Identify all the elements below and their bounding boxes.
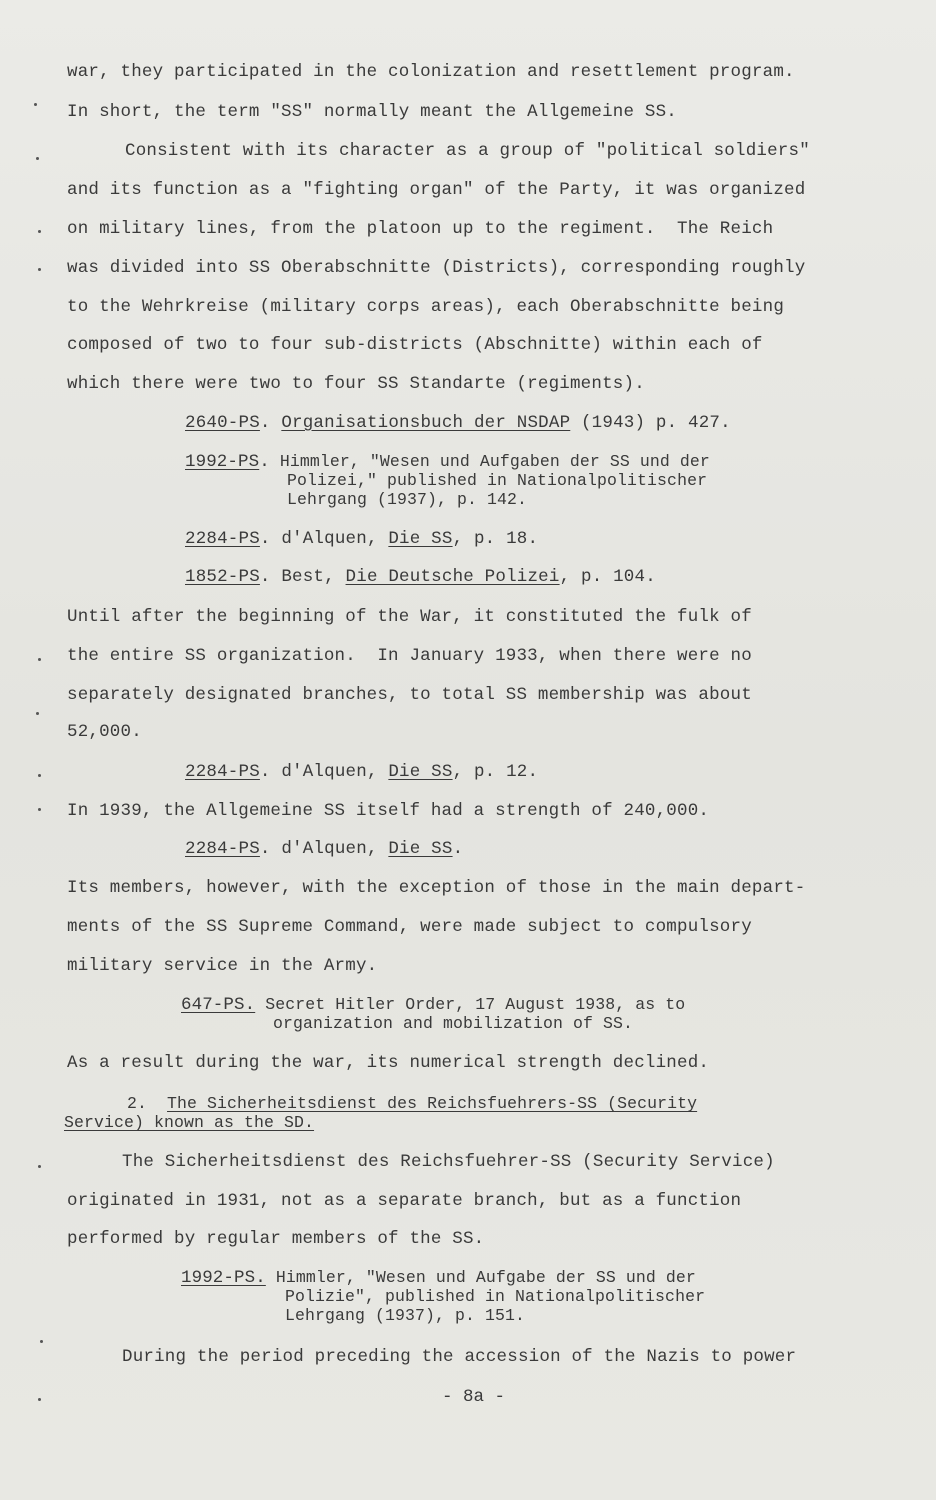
citation-text: , p. 18.	[452, 529, 539, 549]
citation-text: , p. 12.	[452, 762, 539, 782]
citation-ref: 2284-PS	[185, 762, 260, 782]
scan-speck	[38, 808, 41, 811]
citation: 2640-PS. Organisationsbuch der NSDAP (1943) p. 427.	[185, 413, 731, 433]
citation-text: , p. 104.	[559, 567, 656, 587]
body-line: In short, the term "SS" normally meant the Allgemeine SS.	[67, 102, 677, 122]
scan-speck	[38, 1165, 41, 1168]
body-line: war, they participated in the colonization and resettlement program.	[67, 62, 795, 82]
citation: 1852-PS. Best, Die Deutsche Polizei, p. 104.	[185, 567, 656, 587]
scan-speck	[38, 1398, 41, 1401]
citation-text: Polizei," published in Nationalpolitischer	[287, 471, 708, 490]
citation-text: Lehrgang (1937), p. 151.	[285, 1306, 526, 1325]
citation-title: Die Deutsche Polizei	[345, 567, 560, 587]
citation-title: Organisationsbuch der NSDAP	[281, 413, 571, 433]
body-line: was divided into SS Oberabschnitte (Districts), corresponding roughly	[67, 258, 806, 278]
scan-speck	[40, 1340, 43, 1343]
body-line: Until after the beginning of the War, it constituted the fulk of	[67, 607, 752, 627]
body-line: composed of two to four sub-districts (Abschnitte) within each of	[67, 335, 763, 355]
page-number: - 8a -	[442, 1387, 506, 1407]
body-line: During the period preceding the accession of the Nazis to power	[122, 1347, 797, 1367]
citation: 2284-PS. d'Alquen, Die SS.	[185, 839, 464, 859]
body-line: Its members, however, with the exception of those in the main depart-	[67, 878, 806, 898]
scan-speck	[38, 268, 41, 271]
citation-text: d'Alquen,	[270, 762, 389, 782]
section-title: Service) known as the SD.	[64, 1113, 315, 1132]
body-line: military service in the Army.	[67, 956, 378, 976]
section-heading	[127, 1094, 697, 1113]
body-line: 52,000.	[67, 722, 142, 742]
body-line: on military lines, from the platoon up to the regiment. The Reich	[67, 219, 774, 239]
scan-speck	[38, 774, 41, 777]
citation: 2284-PS. d'Alquen, Die SS, p. 12.	[185, 762, 539, 782]
citation	[181, 995, 685, 1015]
scan-speck	[38, 658, 41, 661]
citation-ref: 1852-PS	[185, 567, 260, 587]
body-line: Consistent with its character as a group of "political soldiers"	[125, 141, 810, 161]
citation-text: d'Alquen,	[270, 839, 389, 859]
citation-title: Die SS	[388, 529, 453, 549]
citation-ref: 1992-PS	[185, 452, 260, 472]
citation-title: Die SS	[388, 762, 453, 782]
citation-text: .	[452, 839, 464, 859]
citation-ref: 2640-PS	[185, 413, 260, 433]
body-line: and its function as a "fighting organ" of the Party, it was organized	[67, 180, 806, 200]
citation-text: Lehrgang (1937), p. 142.	[287, 490, 528, 509]
body-line: which there were two to four SS Standarte (regiments).	[67, 374, 645, 394]
citation: 1992-PS. Himmler, "Wesen und Aufgaben der SS und der	[185, 452, 710, 472]
citation-text: Best,	[270, 567, 346, 587]
citation-ref: 2284-PS	[185, 839, 260, 859]
body-line: the entire SS organization. In January 1933, when there were no	[67, 646, 752, 666]
section-heading	[64, 1113, 314, 1132]
body-line: The Sicherheitsdienst des Reichsfuehrer-SS (Security Service)	[122, 1152, 775, 1172]
scan-speck	[36, 712, 39, 715]
body-line: separately designated branches, to total SS membership was about	[67, 685, 752, 705]
section-number: 2.	[127, 1094, 148, 1113]
citation-ref: 2284-PS	[185, 529, 260, 549]
citation-title: Die SS	[388, 839, 453, 859]
body-line: As a result during the war, its numerical strength declined.	[67, 1053, 710, 1073]
scan-speck	[38, 230, 41, 233]
body-line: originated in 1931, not as a separate branch, but as a function	[67, 1191, 742, 1211]
citation-text: Himmler, "Wesen und Aufgabe der SS und der	[265, 1268, 696, 1287]
body-line: In 1939, the Allgemeine SS itself had a strength of 240,000.	[67, 801, 710, 821]
citation-text: organization and mobilization of SS.	[273, 1014, 634, 1033]
citation-ref: 647-PS.	[181, 995, 256, 1015]
citation-text: d'Alquen,	[270, 529, 389, 549]
citation-text: Secret Hitler Order, 17 August 1938, as to	[255, 995, 686, 1014]
section-title: The Sicherheitsdienst des Reichsfuehrers-SS (Security	[167, 1094, 698, 1113]
body-line: performed by regular members of the SS.	[67, 1229, 485, 1249]
citation-ref: 1992-PS.	[181, 1268, 266, 1288]
scan-speck	[34, 103, 37, 106]
scan-speck	[36, 157, 39, 160]
citation: 2284-PS. d'Alquen, Die SS, p. 18.	[185, 529, 539, 549]
body-line: ments of the SS Supreme Command, were made subject to compulsory	[67, 917, 752, 937]
citation	[181, 1268, 696, 1288]
citation-text: Polizie", published in Nationalpolitischer	[285, 1287, 706, 1306]
citation-text: (1943) p. 427.	[570, 413, 731, 433]
citation-text: Himmler, "Wesen und Aufgaben der SS und der	[269, 452, 710, 471]
body-line: to the Wehrkreise (military corps areas), each Oberabschnitte being	[67, 297, 785, 317]
